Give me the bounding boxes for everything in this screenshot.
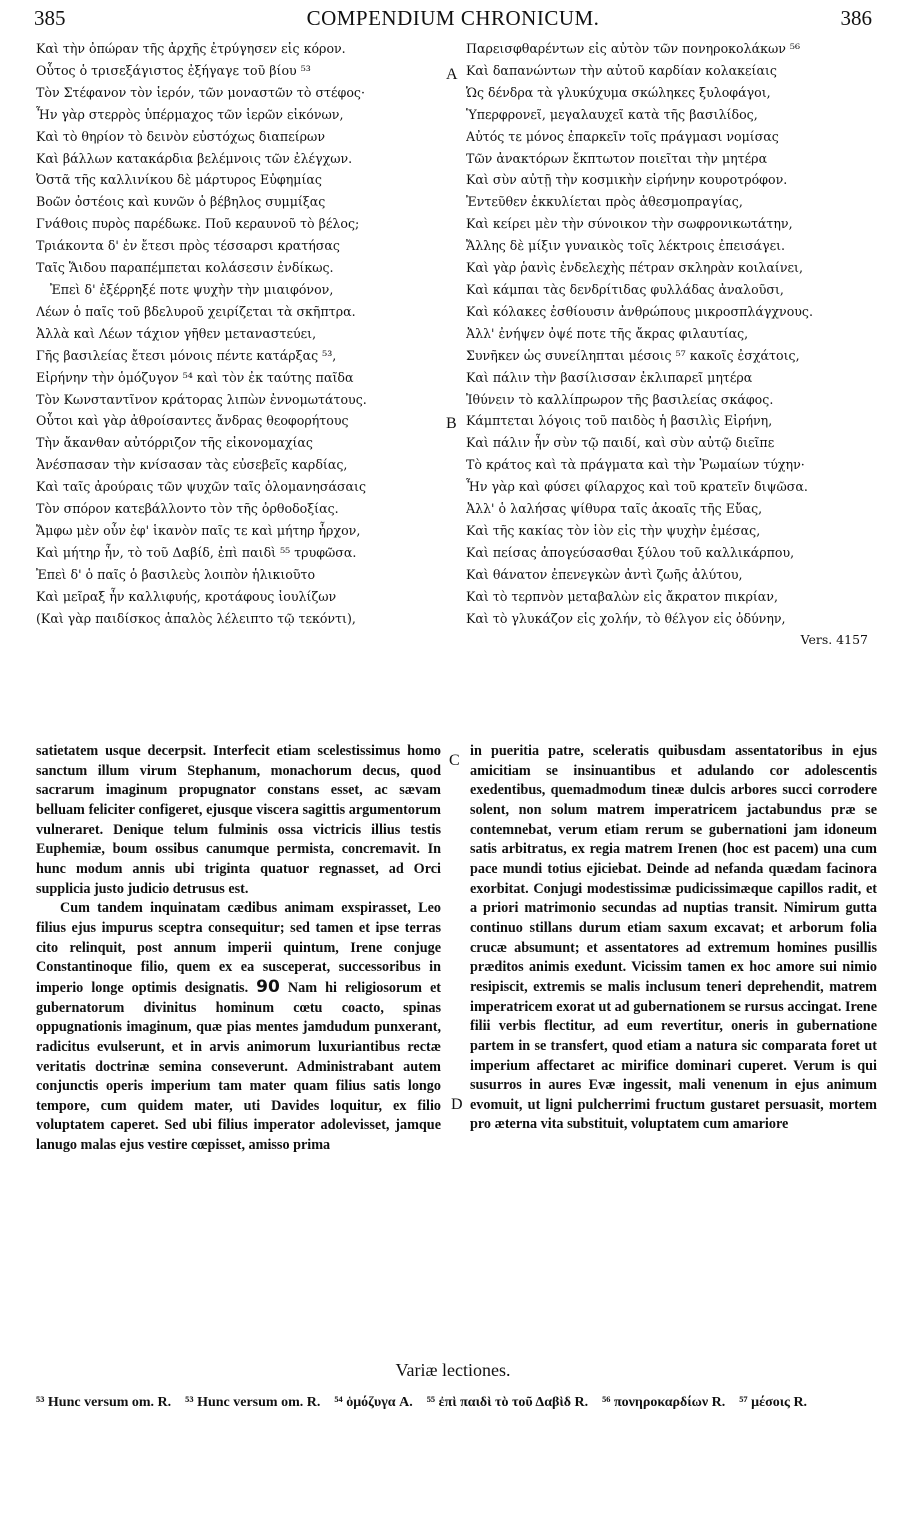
verse-line: Γῆς βασιλείας ἔτεσι μόνοις πέντε κατάρξας ⁵³,: [36, 347, 337, 363]
variant-note: ⁵⁶ πονηροκαρδίων R.: [602, 1395, 726, 1410]
section-marker-d: D: [451, 1096, 463, 1113]
verse-line: Ἐπεὶ δ' ὁ παῖς ὁ βασιλεὺς λοιπὸν ἡλικιοῦτο: [36, 566, 316, 582]
verse-line: Καὶ τὸ τερπνὸν μεταβαλὼν εἰς ἄκρατον πικρίαν,: [466, 588, 778, 604]
verse-line: (Καὶ γὰρ παιδίσκος ἁπαλὸς λέλειπτο τῷ τεκόντι),: [36, 610, 356, 626]
variant-readings: [36, 1392, 878, 1413]
verse-line: Καὶ κόλακες ἐσθίουσιν ἀνθρώπους μικροσπλάγχνους.: [466, 303, 813, 319]
section-number: 90: [256, 976, 280, 997]
page-number-left: 385: [34, 6, 66, 30]
verse-line: Κάμπτεται λόγοις τοῦ παιδὸς ἡ βασιλὶς Εἰρήνη,: [466, 413, 773, 429]
verse-line: Καὶ ταῖς ἀρούραις τῶν ψυχῶν ταῖς ὁλομανησάσαις: [36, 479, 367, 495]
verse-line: Τριάκοντα δ' ἐν ἔτεσι πρὸς τέσσαρσι κρατήσας: [36, 238, 340, 254]
verse-line: Καὶ τὸ γλυκάζον εἰς χολήν, τὸ θέλγον εἰς ὀδύνην,: [466, 610, 786, 626]
latin-text: Nam hi religiosorum et gubernatorum divinitus hominum cœtu coacto, spinas oppugnationis imaginum, quæ pias mentes jamdudum punxerant, radicitus evulserunt, et in arvis animorum luxuriantibus rectæ veritatis doctrinæ semina conseverunt. Administrabant autem conjunctis operis imperium tam mater quam filius satis longo tempore, cum quidem mater, uti Davides loquitur, ex filio voluptatem caperet. Sed ubi filius imperator adolevisset, jamque lanugo malas ejus vestire cœpisset, amisso prima: [36, 979, 442, 1154]
verse-line: Εἰρήνην τὴν ὁμόζυγον ⁵⁴ καὶ τὸν ἐκ ταύτης παῖδα: [36, 369, 354, 385]
verse-line: Τὴν ἄκανθαν αὐτόρριζον τῆς εἰκονομαχίας: [36, 435, 313, 451]
verse-line: Καὶ πάλιν ἦν σὺν τῷ παιδί, καὶ σὺν αὐτῷ διεῖπε: [466, 435, 775, 451]
verse-line: Ἀλλ' ἐνήψεν ὀψέ ποτε τῆς ἄκρας φιλαυτίας,: [466, 325, 749, 341]
verse-line: Ὑπερφρονεῖ, μεγαλαυχεῖ κατὰ τῆς βασιλίδος,: [466, 106, 758, 122]
verse-line: Ἰθύνειν τὸ καλλίπρωρον τῆς βασιλείας σκάφος.: [466, 391, 774, 407]
verse-line: Καὶ τὸ θηρίον τὸ δεινὸν εὐστόχως διαπείρων: [36, 128, 325, 144]
variant-note: ⁵⁵ ἐπὶ παιδὶ τὸ τοῦ Δαβὶδ R.: [426, 1395, 589, 1410]
verse-line: Καὶ μεῖραξ ἦν καλλιφυής, κροτάφους ἰουλίζων: [36, 588, 337, 604]
verse-line: Καὶ τὴν ὀπώραν τῆς ἀρχῆς ἐτρύγησεν εἰς κόρον.: [36, 41, 346, 56]
verse-line: Τὸ κράτος καὶ τὰ πράγματα καὶ τὴν Ῥωμαίων τύχην·: [466, 457, 805, 473]
verse-line: Οὗτοι καὶ γὰρ ἀθροίσαντες ἄνδρας θεοφορήτους: [36, 413, 349, 429]
running-header: [34, 6, 872, 32]
verse-line: Καὶ θάνατον ἐπενεγκὼν ἀντὶ ζωῆς ἀλύτου,: [466, 566, 743, 582]
latin-column-right: [470, 742, 877, 1135]
verse-line: Ἐντεῦθεν ἐκκυλίεται πρὸς ἀθεσμοπραγίας,: [466, 194, 743, 210]
verse-line: Καὶ βάλλων κατακάρδια βελέμνοις τῶν ἐλέγχων.: [36, 150, 353, 166]
verse-line: Ἦν γὰρ καὶ φύσει φίλαρχος καὶ τοῦ κρατεῖν διψῶσα.: [466, 479, 808, 495]
latin-column-left: [36, 742, 441, 1156]
variant-note: ⁵⁴ ὁμόζυγα A.: [334, 1395, 413, 1410]
verse-line: Οὗτος ὁ τρισεξάγιστος ἐξήγαγε τοῦ βίου ⁵³: [36, 62, 311, 78]
variant-note: ⁵⁷ μέσοις R.: [739, 1395, 808, 1410]
verse-line: Τὸν Κωνσταντῖνον κράτορας λιπὼν ἐννομωτάτους.: [36, 391, 367, 407]
section-marker-a: A: [446, 66, 458, 83]
verse-line: Τῶν ἀνακτόρων ἔκπτωτον ποιεῖται τὴν μητέρα: [466, 150, 768, 166]
variae-lectiones-heading: Variæ lectiones.: [395, 1360, 511, 1380]
verse-line: Ἄμφω μὲν οὖν ἐφ' ἱκανὸν παῖς τε καὶ μήτηρ ἦρχον,: [36, 522, 361, 538]
verse-line: Καὶ γὰρ ῥανὶς ἐνδελεχὴς πέτραν σκληρὰν κοιλαίνει,: [466, 260, 803, 276]
verse-line: Ἀνέσπασαν τὴν κνίσασαν τὰς εὐσεβεῖς καρδίας,: [36, 457, 348, 473]
section-marker-b: B: [446, 415, 457, 432]
verse-line: Αὐτός τε μόνος ἐπαρκεῖν τοῖς πράγμασι νομίσας: [466, 128, 779, 144]
verse-line: Τὸν σπόρον κατεβάλλοντο τὸν τῆς ὀρθοδοξίας.: [36, 501, 339, 517]
verse-line: Βοῶν ὀστέοις καὶ κυνῶν ὁ βέβηλος συμμίξας: [36, 194, 326, 210]
section-marker-c: C: [449, 752, 460, 769]
verse-line: Καὶ κάμπαι τὰς δενδρίτιδας φυλλάδας ἀναλοῦσι,: [466, 281, 784, 297]
verse-line: Παρεισφθαρέντων εἰς αὐτὸν τῶν πονηροκολάκων ⁵⁶: [466, 41, 800, 56]
latin-paragraph: [36, 899, 441, 1156]
verse-line: Ἀλλὰ καὶ Λέων τάχιον γῆθεν μεταναστεύει,: [36, 325, 317, 341]
verse-line: Ὀστᾶ τῆς καλλινίκου δὲ μάρτυρος Εὐφημίας: [36, 172, 322, 188]
greek-verse-column-left: [36, 38, 444, 629]
verse-line: Ταῖς Ἅιδου παραπέμπεται κολάσεσιν ἐνδίκως.: [36, 260, 334, 276]
verse-line: Ἐπεὶ δ' ἐξέρρηξέ ποτε ψυχὴν τὴν μιαιφόνον,: [50, 281, 334, 297]
verse-line: Ἦν γὰρ στερρὸς ὑπέρμαχος τῶν ἱερῶν εἰκόνων,: [36, 106, 344, 122]
variant-note: ⁵³ Hunc versum om. R.: [36, 1395, 172, 1410]
verse-count: Vers. 4157: [800, 632, 868, 648]
latin-text: Cum tandem inquinatam cædibus animam exspirasset, Leo filius ejus impurus sceptra consequitur; sed tamen et ipse terras cito relinquit, post annum imperii quintum, Irene conjuge Constantinoque filio, quem ex ea susceperat, successoribus in imperio longe optimis designatis.: [36, 900, 441, 996]
verse-line: Καὶ σὺν αὐτῇ τὴν κοσμικὴν εἰρήνην κουροτρόφον.: [466, 172, 788, 188]
greek-verse-column-right: [466, 38, 878, 651]
verse-line: Καὶ πάλιν τὴν βασίλισσαν ἐκλιπαρεῖ μητέρα: [466, 369, 753, 385]
running-title: COMPENDIUM CHRONICUM.: [306, 6, 600, 30]
verse-line: Καὶ πείσας ἀπογεύσασθαι ξύλου τοῦ καλλικάρπου,: [466, 544, 795, 560]
page-number-right: 386: [840, 6, 872, 30]
verse-line: Συνῆκεν ὡς συνείληπται μέσοις ⁵⁷ κακοῖς ἐσχάτοις,: [466, 347, 800, 363]
verse-line: Γνάθοις πυρὸς παρέδωκε. Ποῦ κεραυνοῦ τὸ βέλος;: [36, 216, 360, 232]
verse-line: Καὶ κείρει μὲν τὴν σύνοικον τὴν σωφρονικωτάτην,: [466, 216, 793, 232]
variant-note: ⁵³ Hunc versum om. R.: [185, 1395, 321, 1410]
verse-line: Λέων ὁ παῖς τοῦ βδελυροῦ χειρίζεται τὰ σκῆπτρα.: [36, 303, 356, 319]
verse-line: Καὶ δαπανώντων τὴν αὐτοῦ καρδίαν κολακείαις: [466, 62, 777, 78]
verse-line: Ἀλλ' ὁ λαλήσας ψίθυρα ταῖς ἀκοαῖς τῆς Εὔας,: [466, 501, 763, 517]
verse-line: Τὸν Στέφανον τὸν ἱερόν, τῶν μοναστῶν τὸ στέφος·: [36, 84, 365, 100]
verse-line: Καὶ μήτηρ ἦν, τὸ τοῦ Δαβίδ, ἐπὶ παιδὶ ⁵⁵ τρυφῶσα.: [36, 544, 357, 560]
latin-paragraph: in pueritia patre, sceleratis quibusdam assentatoribus in ejus amicitiam se insinuantibus et adulando cor adolescentis exedentibus, quemadmodum tineæ dulcis arbores succi corrodere solent, non solum matrem imperatricem jactabundus præ se contemnebat, verum etiam rerum se gubernationi jam idoneum satis arbitratus, ex regia matrem Irenen (hoc est pacem) una cum pace mundi totius ejiciebat. Deinde ad nefanda quædam facinora exorbitat. Conjugi modestissimæ pudicissimæque capillos radit, et a priori matrimonio secundas ad nuptias transit. Nimirum gutta continuo stillans durum etiam saxum excavat; et arborum folia crucæ absumunt; et assentatores ad extremum homines pusillis præditos animis exedunt. Vicissim tamen ex hoc amore sui nimio resipiscit, extremis se malis inclusum teneri deprehendit, matrem imperatricem exorat ut ad gubernationem se rursus accingat. Irene filii verbis flectitur, ad eum revertitur, oneris in gubernatione partem in se transfert, quod etiam a natura sic comparata foret ut imperium affectaret ac mirifice dominari cuperet. Verum is qui susurros in aures Evæ ingessit, mali venenum in ejus animum evomuit, ut ligni pulcherrimi fructum gustaret persuasit, mortem pro æterna vita substituit, voluptatem cum amariore: [470, 743, 877, 1133]
verse-line: Καὶ τῆς κακίας τὸν ἰὸν εἰς τὴν ψυχὴν ἐμέσας,: [466, 522, 761, 538]
verse-line: Ἄλλης δὲ μίξιν γυναικὸς τοῖς λέκτροις ἐπεισάγει.: [466, 238, 786, 254]
latin-paragraph: satietatem usque decerpsit. Interfecit etiam scelestissimus homo sanctum illum virum Stephanum, monachorum decus, quod sacrarum imaginum propugnator constans esset, ac sævam belluam feliciter configeret, ejusque viscera sagittis argumentorum vulneraret. Denique telum fulminis ossa victricis illius testis Euphemiæ, boum ossibus canumque permista, concremavit. In hunc modum annis ubi triginta quatuor regnasset, ad Orci supplicia justo judicio detrusus est.: [36, 743, 441, 897]
verse-line: Ὡς δένδρα τὰ γλυκύχυμα σκώληκες ξυλοφάγοι,: [466, 84, 771, 100]
